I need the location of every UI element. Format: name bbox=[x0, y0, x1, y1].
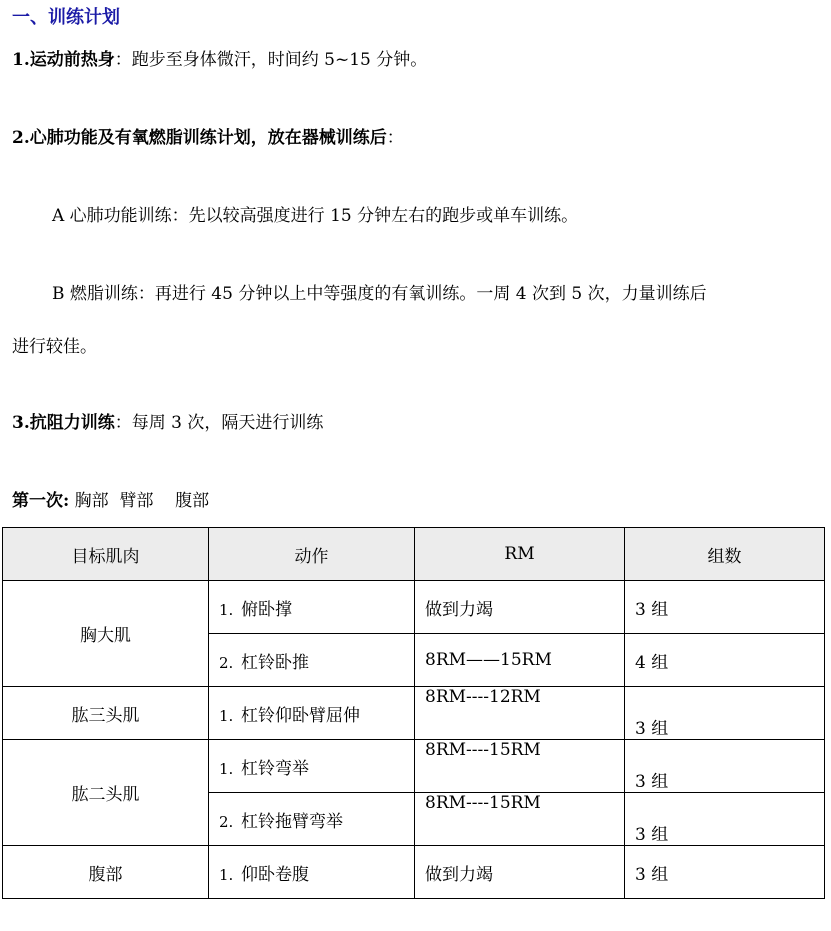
header-rm: RM bbox=[415, 528, 625, 581]
action-text: 仰卧卷腹 bbox=[241, 864, 309, 885]
first-session-label: 第一次: bbox=[12, 491, 70, 511]
action-cell bbox=[209, 581, 415, 634]
action-text: 俯卧撑 bbox=[241, 599, 292, 620]
warmup-label: 1.运动前热身 bbox=[12, 50, 115, 70]
section-title: 一、训练计划 bbox=[12, 7, 120, 28]
rm-cell: 8RM----12RM bbox=[415, 687, 625, 740]
sets-cell: 3 组 bbox=[625, 793, 825, 846]
action-text: 杠铃弯举 bbox=[241, 758, 309, 779]
table-row bbox=[3, 581, 825, 634]
sets-cell: 3 组 bbox=[625, 740, 825, 793]
cardio-plan-label: 2.心肺功能及有氧燃脂训练计划，放在器械训练后 bbox=[12, 128, 387, 148]
sets-cell: 3 组 bbox=[625, 581, 825, 634]
action-number: 2. bbox=[219, 812, 234, 831]
first-session-text: 胸部 臂部 腹部 bbox=[69, 491, 210, 511]
rm-cell: 8RM——15RM bbox=[415, 634, 625, 687]
action-text: 杠铃拖臂弯举 bbox=[241, 811, 343, 832]
action-cell bbox=[209, 687, 415, 740]
table-header-row bbox=[3, 528, 825, 581]
cardio-plan-text: ： bbox=[386, 128, 404, 148]
action-cell bbox=[209, 846, 415, 899]
paragraph-fatburn-b-cont: 进行较佳。 bbox=[12, 337, 97, 357]
header-muscle: 目标肌肉 bbox=[3, 528, 209, 581]
rm-cell: 8RM----15RM bbox=[415, 793, 625, 846]
action-text: 杠铃卧推 bbox=[241, 652, 309, 673]
sets-cell: 3 组 bbox=[625, 846, 825, 899]
rm-cell: 8RM----15RM bbox=[415, 740, 625, 793]
muscle-cell: 胸大肌 bbox=[3, 581, 209, 687]
resistance-label: 3.抗阻力训练 bbox=[12, 413, 115, 433]
action-cell bbox=[209, 793, 415, 846]
action-text: 杠铃仰卧臂屈伸 bbox=[241, 705, 360, 726]
muscle-cell: 腹部 bbox=[3, 846, 209, 899]
rm-cell: 做到力竭 bbox=[415, 581, 625, 634]
paragraph-warmup bbox=[12, 48, 427, 72]
muscle-cell: 肱三头肌 bbox=[3, 687, 209, 740]
sets-cell: 3 组 bbox=[625, 687, 825, 740]
action-cell bbox=[209, 740, 415, 793]
paragraph-cardio-a: A 心肺功能训练：先以较高强度进行 15 分钟左右的跑步或单车训练。 bbox=[52, 206, 579, 226]
table-row bbox=[3, 846, 825, 899]
paragraph-cardio-plan bbox=[12, 126, 404, 150]
paragraph-fatburn-b: B 燃脂训练：再进行 45 分钟以上中等强度的有氧训练。一周 4 次到 5 次，力量训练后 bbox=[52, 284, 707, 304]
action-number: 1. bbox=[219, 759, 234, 778]
header-sets: 组数 bbox=[625, 528, 825, 581]
sets-cell: 4 组 bbox=[625, 634, 825, 687]
muscle-cell: 肱二头肌 bbox=[3, 740, 209, 846]
action-number: 1. bbox=[219, 706, 234, 725]
header-action: 动作 bbox=[209, 528, 415, 581]
action-number: 1. bbox=[219, 865, 234, 884]
warmup-text: ：跑步至身体微汗，时间约 5~15 分钟。 bbox=[114, 50, 428, 70]
resistance-text: ：每周 3 次，隔天进行训练 bbox=[114, 413, 324, 433]
paragraph-resistance bbox=[12, 411, 323, 435]
rm-cell: 做到力竭 bbox=[415, 846, 625, 899]
action-cell bbox=[209, 634, 415, 687]
table-row bbox=[3, 740, 825, 793]
training-table bbox=[2, 527, 825, 899]
first-session-line bbox=[12, 489, 209, 513]
table-row bbox=[3, 687, 825, 740]
action-number: 1. bbox=[219, 600, 234, 619]
action-number: 2. bbox=[219, 653, 234, 672]
